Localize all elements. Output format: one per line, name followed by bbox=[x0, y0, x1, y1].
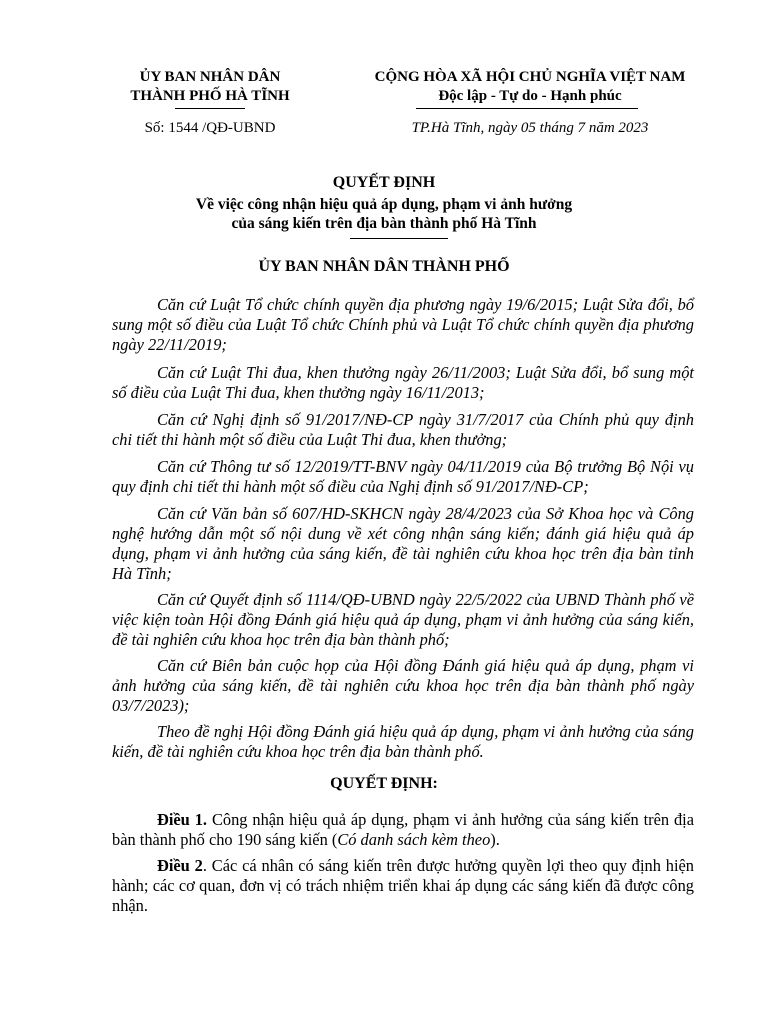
article-2-text: . Các cá nhân có sáng kiến trên được hưởng quyền lợi theo quy định hiện hành; các cơ quan, đơn vị có trách nhiệm triển khai áp dụng các sáng kiến đã được công nhận. bbox=[112, 856, 695, 915]
article-2-label: Điều 2 bbox=[157, 856, 203, 875]
article-1-end: ). bbox=[490, 830, 500, 849]
issuing-body-heading: ỦY BAN NHÂN DÂN THÀNH PHỐ bbox=[258, 258, 510, 275]
article-1-attachment-note: Có danh sách kèm theo bbox=[337, 830, 491, 849]
national-title-line1: CỘNG HÒA XÃ HỘI CHỦ NGHĨA VIỆT NAM bbox=[374, 69, 686, 85]
subject-underline bbox=[350, 238, 448, 239]
preamble-paragraph: Căn cứ Thông tư số 12/2019/TT-BNV ngày 04/11/2019 của Bộ trưởng Bộ Nội vụ quy định chi tiết thi hành một số điều của Nghị định số 91/2017/NĐ-CP; bbox=[112, 457, 694, 496]
issuing-authority-line2: THÀNH PHỐ HÀ TĨNH bbox=[130, 88, 290, 104]
document-subject bbox=[60, 195, 708, 233]
preamble-paragraph: Theo đề nghị Hội đồng Đánh giá hiệu quả áp dụng, phạm vi ảnh hưởng của sáng kiến, đề tài nghiên cứu khoa học trên địa bàn thành phố. bbox=[112, 722, 694, 761]
preamble-paragraph: Căn cứ Luật Tổ chức chính quyền địa phương ngày 19/6/2015; Luật Sửa đổi, bổ sung một số điều của Luật Tổ chức Chính phủ và Luật Tổ chức chính quyền địa phương ngày 22/11/2019; bbox=[112, 295, 694, 354]
article-1-label: Điều 1. bbox=[157, 810, 208, 829]
authority-underline bbox=[175, 108, 245, 109]
preamble-paragraph: Căn cứ Quyết định số 1114/QĐ-UBND ngày 22/5/2022 của UBND Thành phố về việc kiện toàn Hội đồng Đánh giá hiệu quả áp dụng, phạm vi ảnh hưởng của sáng kiến, đề tài nghiên cứu khoa học trên địa bàn thành phố; bbox=[112, 590, 694, 649]
document-subject-line2: của sáng kiến trên địa bàn thành phố Hà Tĩnh bbox=[231, 215, 537, 232]
document-number: Số: 1544 /QĐ-UBND bbox=[144, 120, 276, 136]
document-subject-line1: Về việc công nhận hiệu quả áp dụng, phạm vi ảnh hưởng bbox=[195, 196, 573, 213]
national-title bbox=[345, 68, 715, 106]
place-date: TP.Hà Tĩnh, ngày 05 tháng 7 năm 2023 bbox=[411, 120, 649, 136]
article-1 bbox=[112, 810, 694, 850]
motto-underline bbox=[416, 108, 638, 109]
article-2 bbox=[112, 856, 694, 916]
article-1-text: Công nhận hiệu quả áp dụng, phạm vi ảnh hưởng của sáng kiến trên địa bàn thành phố cho 190 sáng kiến ( bbox=[112, 810, 694, 849]
preamble-paragraph: Căn cứ Biên bản cuộc họp của Hội đồng Đánh giá hiệu quả áp dụng, phạm vi ảnh hưởng của sáng kiến, đề tài nghiên cứu khoa học trên địa bàn thành phố ngày 03/7/2023); bbox=[112, 656, 694, 715]
document-type-title: QUYẾT ĐỊNH bbox=[332, 174, 436, 191]
issuing-authority-line1: ỦY BAN NHÂN DÂN bbox=[139, 69, 281, 85]
preamble-paragraph: Căn cứ Văn bản số 607/HD-SKHCN ngày 28/4/2023 của Sở Khoa học và Công nghệ hướng dẫn một số nội dung về xét công nhận sáng kiến; đánh giá hiệu quả áp dụng, phạm vi ảnh hưởng của sáng kiến, đề tài nghiên cứu khoa học trên địa bàn tỉnh Hà Tĩnh; bbox=[112, 504, 694, 583]
preamble-paragraph: Căn cứ Nghị định số 91/2017/NĐ-CP ngày 31/7/2017 của Chính phủ quy định chi tiết thi hành một số điều của Luật Thi đua, khen thưởng; bbox=[112, 410, 694, 449]
national-motto: Độc lập - Tự do - Hạnh phúc bbox=[438, 88, 622, 104]
preamble-paragraph: Căn cứ Luật Thi đua, khen thưởng ngày 26/11/2003; Luật Sửa đổi, bổ sung một số điều của Luật Thi đua, khen thưởng ngày 16/11/2013; bbox=[112, 363, 694, 402]
decision-heading: QUYẾT ĐỊNH: bbox=[330, 775, 438, 792]
issuing-authority bbox=[100, 68, 320, 106]
